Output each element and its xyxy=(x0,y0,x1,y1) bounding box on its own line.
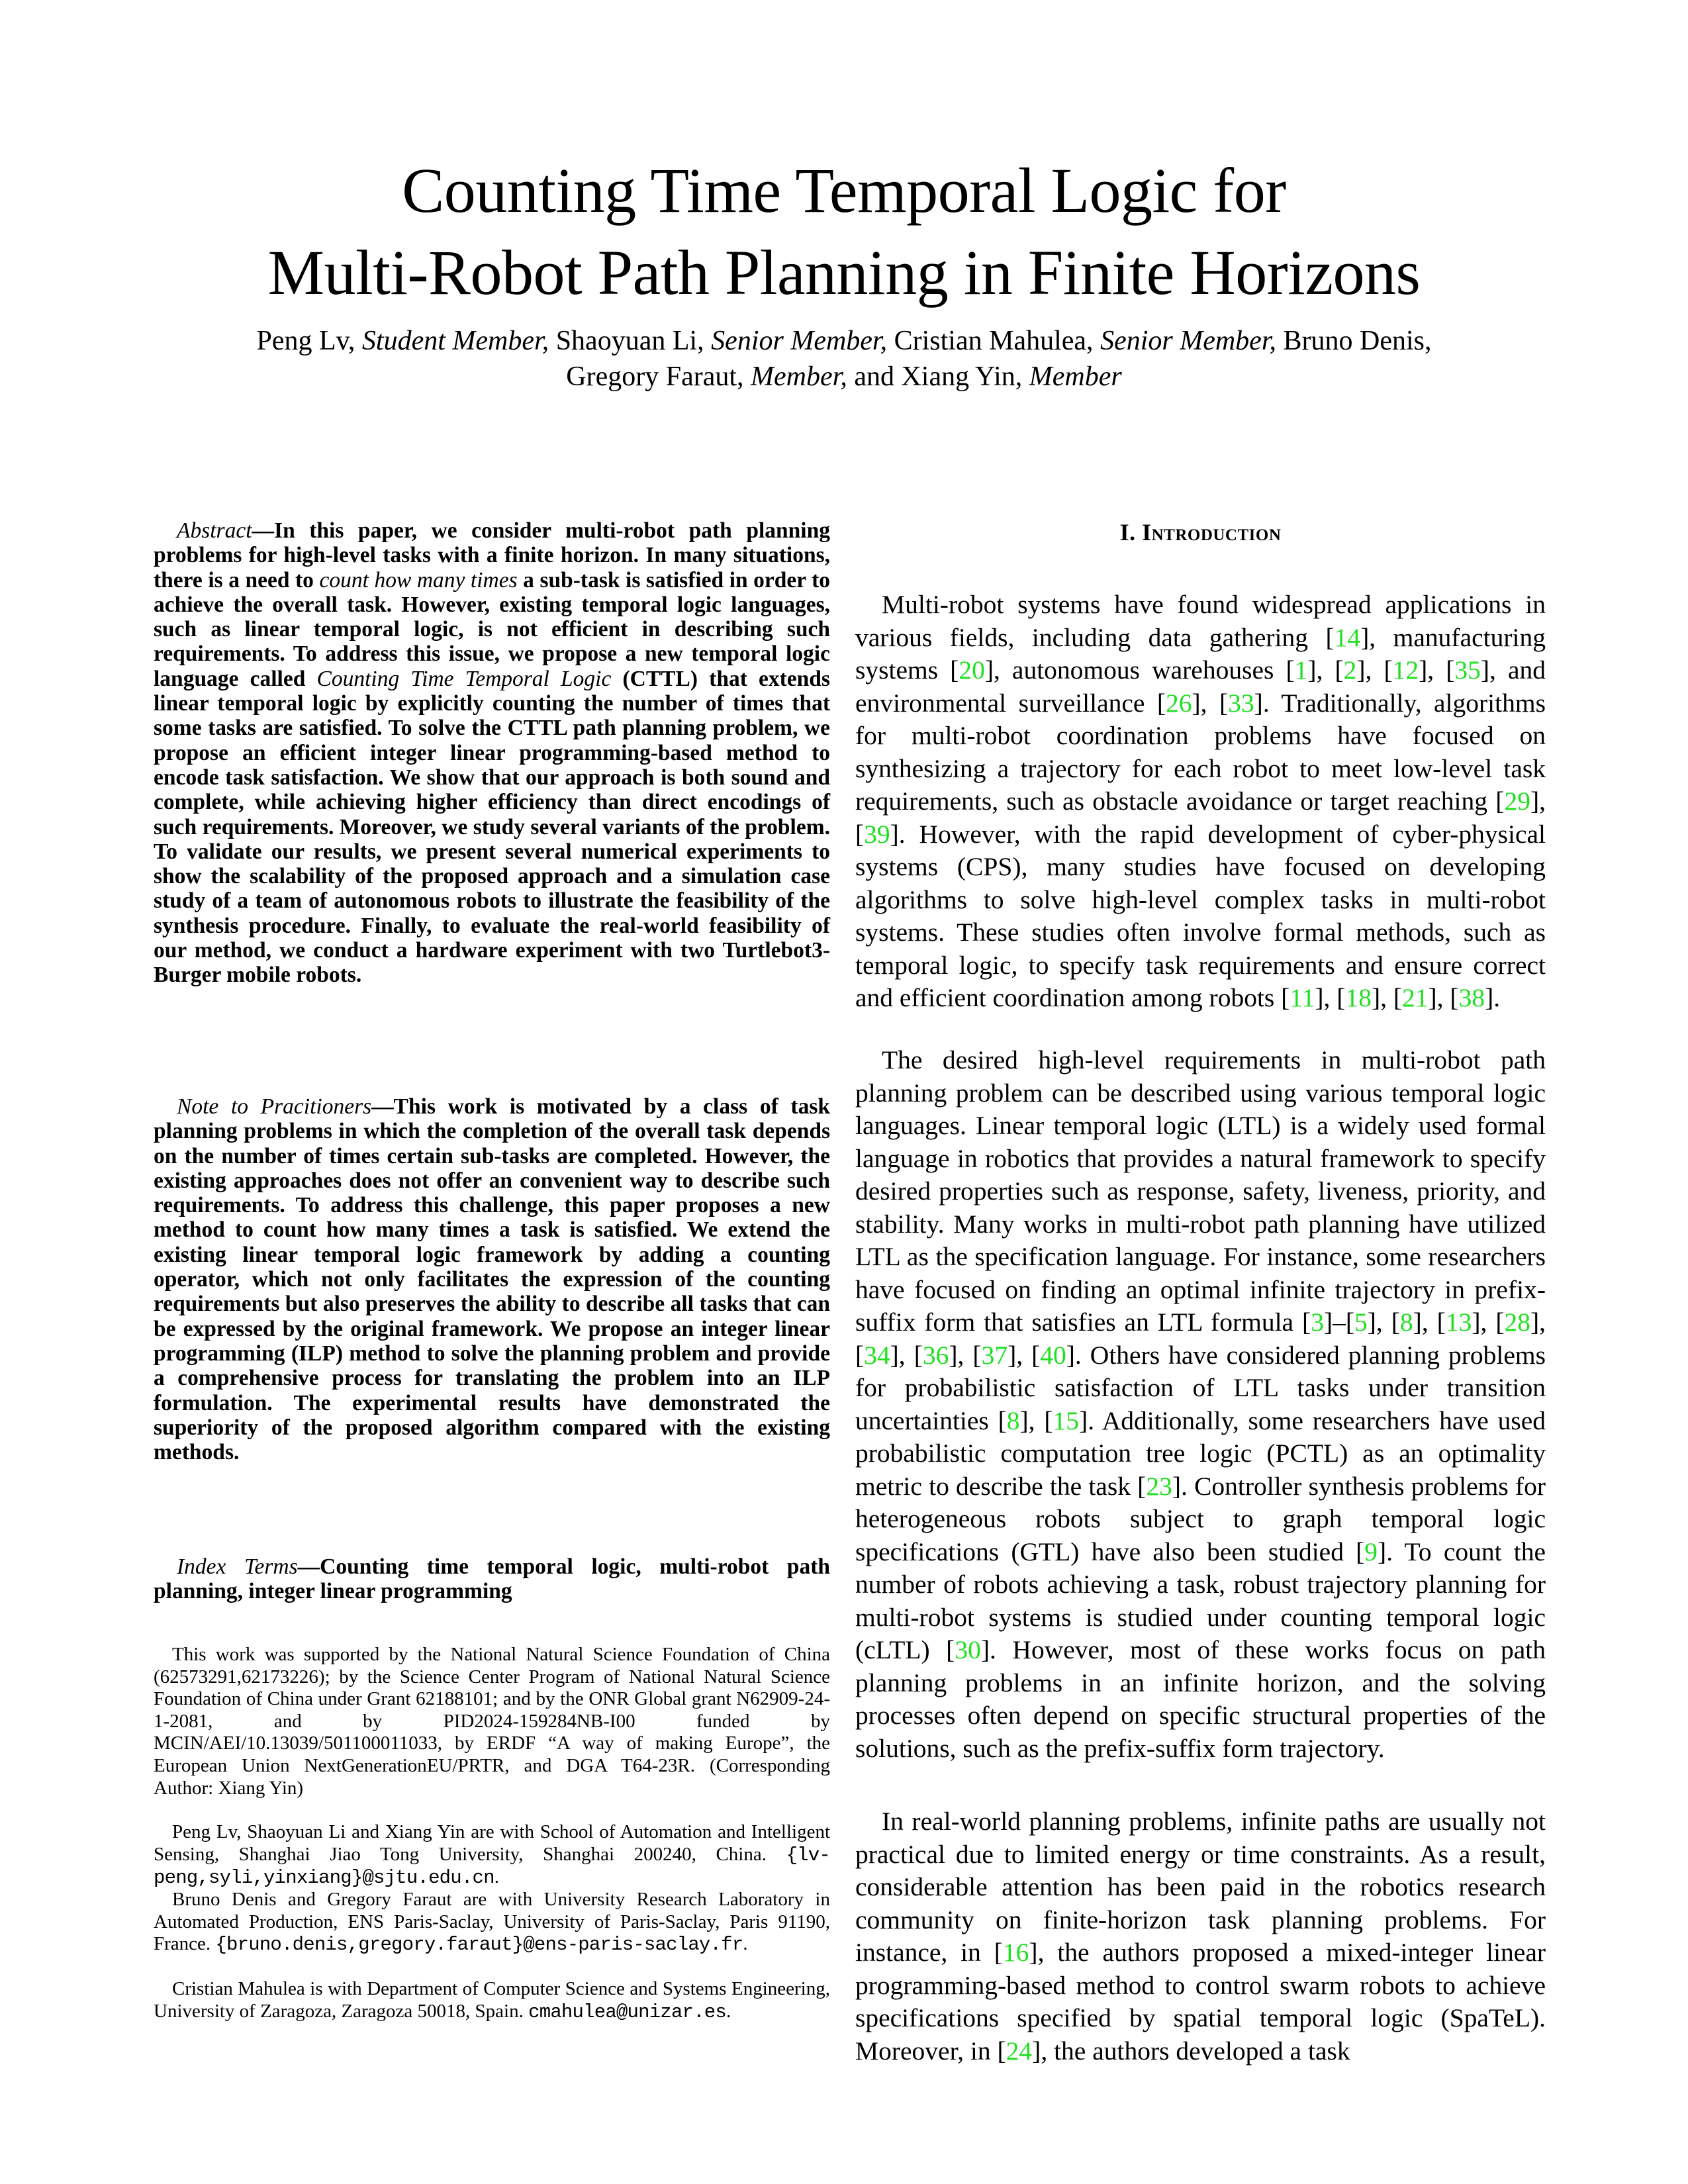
citation-link[interactable]: 8 xyxy=(1006,1405,1020,1435)
citation-link[interactable]: 8 xyxy=(1399,1307,1413,1337)
abstract-text: a sub-task is satisfied in order to achieve the overall task. However, existing temporal logic languages, such as linear temporal logic, is not efficient in describing such requirements. To address this issue, we propose a new temporal logic language called xyxy=(154,567,830,691)
citation-link[interactable]: 23 xyxy=(1146,1471,1172,1501)
affiliation-footnote-1 xyxy=(154,1821,830,1889)
period: . xyxy=(743,1933,748,1955)
citation-link[interactable]: 29 xyxy=(1504,786,1530,816)
body-text: ]. However, most of these works focus on path planning problems in an infinite horizon, and the solving processes often depend on specific structural properties of the solutions, such as the prefix-suffix form trajectory. xyxy=(855,1635,1546,1763)
author-membership: Student Member, xyxy=(361,326,549,356)
body-text: ], the authors proposed a mixed-integer linear programming-based method to control swarm robots to achieve specifications specified by spatial temporal logic (SpaTeL). Moreover, in [ xyxy=(855,1938,1546,2065)
citation-link[interactable]: 15 xyxy=(1053,1405,1080,1435)
period: . xyxy=(726,2000,731,2022)
body-text: ], [ xyxy=(1192,688,1229,718)
author-list xyxy=(0,323,1688,395)
section-heading-introduction: I. Introduction xyxy=(1119,519,1282,546)
citation-link[interactable]: 18 xyxy=(1345,983,1372,1012)
body-text: ], manufacturing systems [ xyxy=(855,622,1546,685)
title-line-1: Counting Time Temporal Logic for xyxy=(402,155,1286,226)
abstract-dash: — xyxy=(252,518,275,543)
citation-link[interactable]: 34 xyxy=(864,1340,890,1370)
author-membership: Senior Member, xyxy=(1100,326,1277,356)
citation-link[interactable]: 1 xyxy=(1294,655,1308,685)
affiliation-footnote-2 xyxy=(154,1889,830,1956)
body-text: ]. Additionally, some researchers have used probabilistic computation tree logic (PCTL) as an optimality metric to describe the task [ xyxy=(855,1405,1546,1501)
citation-link[interactable]: 30 xyxy=(955,1635,981,1664)
body-text: ], [ xyxy=(1008,1340,1041,1370)
affiliation-text: Bruno Denis and Gregory Faraut are with University Research Laboratory in Automated Production, ENS Paris-Saclay, University of Paris-Saclay, Paris 91190, France. xyxy=(154,1889,830,1955)
citation-link[interactable]: 11 xyxy=(1289,983,1315,1012)
body-text: ], [ xyxy=(1428,983,1459,1012)
author-name: Shaoyuan Li, xyxy=(549,326,712,356)
citation-link[interactable]: 9 xyxy=(1364,1537,1378,1566)
author-membership: Member, xyxy=(751,361,847,392)
body-text: ]. Controller synthesis problems for heterogeneous robots subject to graph temporal logic specifications (GTL) have also been studied [ xyxy=(855,1471,1546,1566)
abstract-label: Abstract xyxy=(177,518,252,543)
author-name: Gregory Faraut, xyxy=(566,361,751,392)
author-name: Bruno Denis, xyxy=(1276,326,1432,356)
citation-link[interactable]: 20 xyxy=(959,655,985,685)
body-text: In real-world planning problems, infinite paths are usually not practical due to limited energy or time constraints. As a result, considerable attention has been paid in the robotics research community on finite-horizon task planning problems. For instance, in [ xyxy=(855,1807,1546,1967)
body-text: ]. Traditionally, algorithms for multi-robot coordination problems have focused on synthesizing a trajectory for each robot to meet low-level task requirements, such as obstacle avoidance or target reaching [ xyxy=(855,688,1546,816)
body-text: Multi-robot systems have found widespread applications in various fields, including data gathering [ xyxy=(855,590,1546,652)
author-name: Peng Lv, xyxy=(256,326,362,356)
citation-link[interactable]: 33 xyxy=(1228,688,1254,718)
author-name: and Xiang Yin, xyxy=(847,361,1029,392)
citation-link[interactable]: 39 xyxy=(864,819,890,849)
index-terms xyxy=(154,1554,830,1604)
citation-link[interactable]: 13 xyxy=(1445,1307,1472,1337)
citation-link[interactable]: 12 xyxy=(1392,655,1419,685)
funding-text: This work was supported by the National Natural Science Foundation of China (62573291,62173226); by the Science Center Program of National Natural Science Foundation of China under Grant 62188101; and by the ONR Global grant N62909-24-1-2081, and by PID2024-159284NB-I00 funded by MCIN/AEI/10.13039/501100011033, by ERDF “A way of making Europe”, the European Union NextGenerationEU/PRTR, and DGA T64-23R. (Corresponding Author: Xiang Yin) xyxy=(154,1644,830,1799)
citation-link[interactable]: 28 xyxy=(1504,1307,1530,1337)
author-membership: Senior Member, xyxy=(711,326,888,356)
body-text: ], [ xyxy=(1315,983,1346,1012)
email-address[interactable]: cmahulea@unizar.es xyxy=(528,2001,726,2023)
email-address[interactable]: {lv-peng,syli,yinxiang}@sjtu.edu.cn xyxy=(154,1844,830,1889)
citation-link[interactable]: 21 xyxy=(1402,983,1429,1012)
body-text: ], [ xyxy=(1356,655,1393,685)
body-text: ], [ xyxy=(1413,1307,1446,1337)
abstract xyxy=(154,518,830,988)
citation-link[interactable]: 14 xyxy=(1334,622,1361,652)
body-text: ], [ xyxy=(1367,1307,1400,1337)
abstract-text: In this paper, we consider multi-robot path planning problems for high-level tasks with a finite horizon. In many situations, there is a need to xyxy=(154,518,830,593)
note-label: Note to Pracitioners xyxy=(177,1094,372,1119)
body-text: ], [ xyxy=(855,786,1546,849)
affiliation-text: Cristian Mahulea is with Department of Computer Science and Systems Engineering, University of Zaragoza, Zaragoza 50018, Spain. xyxy=(154,1978,830,2022)
citation-link[interactable]: 35 xyxy=(1454,655,1481,685)
body-text: ], [ xyxy=(1419,655,1455,685)
affiliation-text: Peng Lv, Shaoyuan Li and Xiang Yin are with School of Automation and Intelligent Sensing, Shanghai Jiao Tong University, Shanghai 200240, China. xyxy=(154,1821,830,1865)
body-text: ], [ xyxy=(1307,655,1344,685)
funding-footnote xyxy=(154,1644,830,1799)
body-text: ]. However, with the rapid development of cyber-physical systems (CPS), many studies have focused on developing algorithms to solve high-level complex tasks in multi-robot systems. These studies often involve formal methods, such as temporal logic, to specify task requirements and ensure correct and efficient coordination among robots [ xyxy=(855,819,1546,1012)
citation-link[interactable]: 3 xyxy=(1311,1307,1324,1337)
title-line-2: Multi-Robot Path Planning in Finite Horizons xyxy=(267,237,1421,308)
note-to-practitioners xyxy=(154,1094,830,1464)
body-text: ], autonomous warehouses [ xyxy=(984,655,1295,685)
abstract-emphasis: count how many times xyxy=(319,567,518,593)
email-address[interactable]: {bruno.denis,gregory.faraut}@ens-paris-saclay.fr xyxy=(215,1934,743,1956)
intro-paragraph-2 xyxy=(855,1044,1546,1765)
citation-link[interactable]: 5 xyxy=(1354,1307,1368,1337)
period: . xyxy=(494,1866,499,1888)
citation-link[interactable]: 37 xyxy=(981,1340,1008,1370)
body-text: The desired high-level requirements in multi-robot path planning problem can be described using various temporal logic languages. Linear temporal logic (LTL) is a widely used formal language in robotics that provides a natural framework to specify desired properties such as response, safety, liveness, priority, and stability. Many works in multi-robot path planning have utilized LTL as the specification language. For instance, some researchers have focused on finding an optimal infinite trajectory in prefix-suffix form that satisfies an LTL formula [ xyxy=(855,1045,1546,1337)
affiliation-footnote-3 xyxy=(154,1978,830,2023)
intro-paragraph-3 xyxy=(855,1805,1546,2067)
body-text: ]. To count the number of robots achieving a task, robust trajectory planning for multi-robot systems is studied under counting temporal logic (cLTL) [ xyxy=(855,1537,1546,1664)
body-text: ], [ xyxy=(1472,1307,1505,1337)
citation-link[interactable]: 2 xyxy=(1343,655,1357,685)
abstract-emphasis: Counting Time Temporal Logic xyxy=(316,666,612,691)
citation-link[interactable]: 16 xyxy=(1002,1938,1029,1967)
citation-link[interactable]: 36 xyxy=(922,1340,949,1370)
abstract-text: (CTTL) that extends linear temporal logic by explicitly counting the number of times that some tasks are satisfied. To solve the CTTL path planning problem, we propose an efficient integer linear programming-based method to encode task satisfaction. We show that our approach is both sound and complete, while achieving higher efficiency than direct encodings of such requirements. Moreover, we study several variants of the problem. To validate our results, we present several numerical experiments to show the scalability of the proposed approach and a simulation case study of a team of autonomous robots to illustrate the feasibility of the synthesis procedure. Finally, to evaluate the real-world feasibility of our method, we conduct a hardware experiment with two Turtlebot3-Burger mobile robots. xyxy=(154,666,830,988)
body-text: ]. Others have considered planning problems for probabilistic satisfaction of LTL tasks under transition uncertainties [ xyxy=(855,1340,1546,1435)
index-terms-text: Counting time temporal logic, multi-robot path planning, integer linear programming xyxy=(154,1554,830,1604)
index-terms-dash: — xyxy=(297,1554,320,1579)
body-text: ], and environmental surveillance [ xyxy=(855,655,1546,718)
index-terms-label: Index Terms xyxy=(177,1554,298,1579)
paper-title xyxy=(0,150,1688,314)
body-text: ], [ xyxy=(855,1307,1546,1370)
body-text: ]. xyxy=(1485,983,1501,1012)
citation-link[interactable]: 38 xyxy=(1458,983,1485,1012)
citation-link[interactable]: 24 xyxy=(1006,2036,1033,2065)
note-dash: — xyxy=(371,1094,394,1119)
author-name: Cristian Mahulea, xyxy=(887,326,1101,356)
intro-paragraph-1 xyxy=(855,589,1546,1015)
citation-link[interactable]: 26 xyxy=(1166,688,1192,718)
citation-link[interactable]: 40 xyxy=(1040,1340,1066,1370)
note-text: This work is motivated by a class of task planning problems in which the completion of the overall task depends on the number of times certain sub-tasks are completed. However, the existing approaches does not offer an convenient way to describe such requirements. To address this challenge, this paper proposes a new method to count how many times a task is satisfied. We extend the existing linear temporal logic framework by adding a counting operator, which not only facilitates the expression of the counting requirements but also preserves the ability to describe all tasks that can be expressed by the original framework. We propose an integer linear programming (ILP) method to solve the planning problem and provide a comprehensive process for translating the problem into an ILP formulation. The experimental results have demonstrated the superiority of the proposed algorithm compared with the existing methods. xyxy=(154,1094,830,1465)
body-text: ], the authors developed a task xyxy=(1032,2036,1350,2065)
body-text: ]–[ xyxy=(1323,1307,1355,1337)
body-text: ], [ xyxy=(1371,983,1402,1012)
author-membership: Member xyxy=(1029,361,1122,392)
body-text: ], [ xyxy=(1019,1405,1053,1435)
body-text: ], [ xyxy=(890,1340,923,1370)
body-text: ], [ xyxy=(949,1340,982,1370)
